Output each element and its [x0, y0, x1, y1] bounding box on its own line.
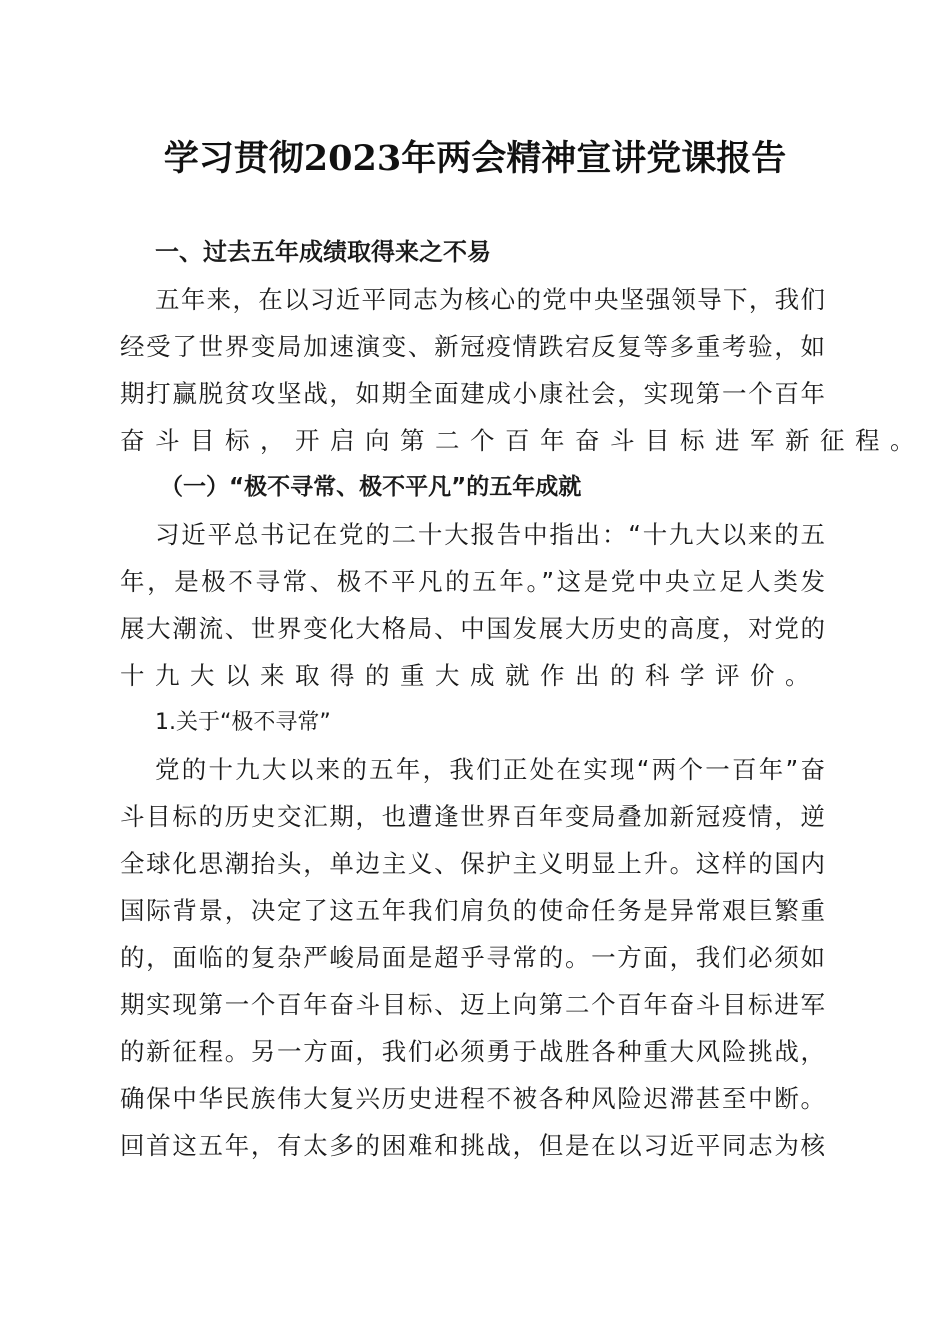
- paragraph-line: 期打赢脱贫攻坚战，如期全面建成小康社会，实现第一个百年: [120, 379, 825, 408]
- paragraph-line: 全球化思潮抬头，单边主义、保护主义明显上升。这样的国内: [120, 849, 825, 878]
- paragraph-line: 期实现第一个百年奋斗目标、迈上向第二个百年奋斗目标进军: [120, 990, 825, 1019]
- paragraph-line: 回首这五年，有太多的困难和挑战，但是在以习近平同志为核: [120, 1131, 825, 1160]
- section-heading: 一、过去五年成绩取得来之不易: [155, 238, 491, 266]
- paragraph-line: 的新征程。另一方面，我们必须勇于战胜各种重大风险挑战，: [120, 1037, 825, 1066]
- paragraph-line: 确保中华民族伟大复兴历史进程不被各种风险迟滞甚至中断。: [120, 1084, 825, 1113]
- item-heading: 1.关于“极不寻常”: [155, 710, 331, 735]
- paragraph-line: 五年来，在以习近平同志为核心的党中央坚强领导下，我们: [155, 285, 825, 314]
- paragraph-line: 斗目标的历史交汇期，也遭逢世界百年变局叠加新冠疫情，逆: [120, 802, 825, 831]
- paragraph-line: 习近平总书记在党的二十大报告中指出：“十九大以来的五: [155, 520, 825, 549]
- document-title: 学习贯彻2023年两会精神宣讲党课报告: [163, 138, 787, 179]
- paragraph-line: 党的十九大以来的五年，我们正处在实现“两个一百年”奋: [155, 755, 825, 784]
- paragraph-line: 国际背景，决定了这五年我们肩负的使命任务是异常艰巨繁重: [120, 896, 825, 925]
- subsection-heading: （一）“极不寻常、极不平凡”的五年成就: [160, 474, 582, 500]
- paragraph-line: 年，是极不寻常、极不平凡的五年。”这是党中央立足人类发: [120, 567, 825, 596]
- paragraph-line: 奋斗目标，开启向第二个百年奋斗目标进军新征程。: [120, 426, 925, 455]
- paragraph-line: 十九大以来取得的重大成就作出的科学评价。: [120, 661, 820, 690]
- paragraph-line: 展大潮流、世界变化大格局、中国发展大历史的高度，对党的: [120, 614, 825, 643]
- paragraph-line: 的，面临的复杂严峻局面是超乎寻常的。一方面，我们必须如: [120, 943, 825, 972]
- paragraph-line: 经受了世界变局加速演变、新冠疫情跌宕反复等多重考验，如: [120, 332, 825, 361]
